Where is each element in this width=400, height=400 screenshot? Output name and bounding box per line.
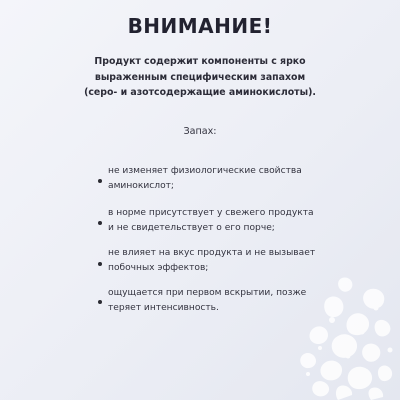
- list-item-line: аминокислот;: [108, 181, 174, 191]
- bullet-icon: [98, 300, 102, 304]
- intro-line: Продукт содержит компоненты с ярко: [94, 56, 306, 67]
- list-item-line: ощущается при первом вскрытии, позже: [108, 288, 307, 298]
- page-title: ВНИМАНИЕ!: [127, 14, 273, 38]
- bullet-icon: [98, 262, 102, 266]
- list-item-line: и не свидетельствует о его порче;: [108, 223, 275, 233]
- smell-label: Запах:: [183, 126, 217, 137]
- list-item-line: теряет интенсивность.: [108, 303, 219, 313]
- bullet-icon: [98, 221, 102, 225]
- list-item-line: в норме присутствует у свежего продукта: [108, 208, 314, 218]
- intro-line: (серо- и азотсодержащие аминокислоты).: [84, 87, 316, 98]
- decorative-pattern-icon: [230, 270, 400, 400]
- list-item-text: [108, 164, 348, 194]
- intro-paragraph: [60, 54, 340, 101]
- list-item-line: не изменяет физиологические свойства: [108, 166, 302, 176]
- list-item-line: побочных эффектов;: [108, 263, 209, 273]
- list-item-text: [108, 206, 348, 236]
- bullet-icon: [98, 179, 102, 183]
- list-item-line: не влияет на вкус продукта и не вызывает: [108, 248, 316, 258]
- intro-line: выраженным специфическим запахом: [94, 71, 306, 83]
